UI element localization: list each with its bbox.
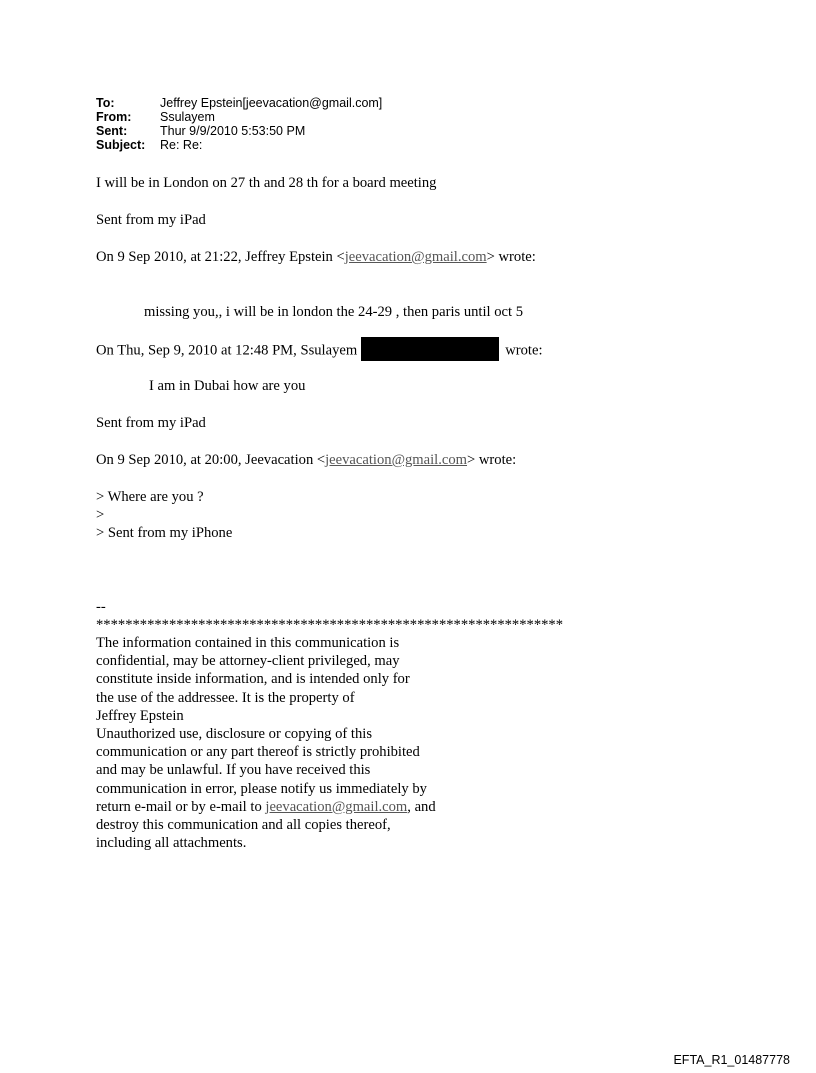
disclaimer-line: constitute inside information, and is intended only for	[96, 671, 410, 688]
quote-header-1	[96, 248, 536, 266]
disclaimer-line: communication in error, please notify us immediately by	[96, 780, 427, 797]
disclaimer-text	[96, 634, 436, 852]
subject-label: Subject:	[96, 138, 146, 152]
email-link-2[interactable]: jeevacation@gmail.com	[325, 452, 468, 468]
quote-header-3	[96, 451, 516, 469]
quoted-line-iphone: > Sent from my iPhone	[96, 525, 233, 541]
from-value: Ssulayem	[160, 110, 215, 124]
redaction-box	[361, 337, 499, 361]
quote-header-3-prefix: On 9 Sep 2010, at 20:00, Jeevacation <	[96, 452, 326, 468]
to-value: Jeffrey Epstein[jeevacation@gmail.com]	[160, 96, 383, 110]
signature-ipad-2: Sent from my iPad	[96, 415, 206, 431]
disclaimer-line: and may be unlawful. If you have received this	[96, 762, 371, 779]
quoted-message-dubai: I am in Dubai how are you	[149, 378, 306, 394]
quote-header-1-prefix: On 9 Sep 2010, at 21:22, Jeffrey Epstein <	[96, 249, 345, 265]
disclaimer-line: Jeffrey Epstein	[96, 707, 184, 724]
quote-header-2-prefix: On Thu, Sep 9, 2010 at 12:48 PM, Ssulayem	[96, 342, 358, 359]
quote-header-2	[96, 339, 543, 363]
disclaimer-return-prefix: return e-mail or by e-mail to	[96, 798, 266, 815]
disclaimer-line: including all attachments.	[96, 835, 247, 852]
signature-dashes: --	[96, 599, 106, 615]
disclaimer-line: confidential, may be attorney-client privileged, may	[96, 653, 400, 670]
sent-row	[96, 124, 382, 138]
sent-value: Thur 9/9/2010 5:53:50 PM	[160, 124, 306, 138]
from-label: From:	[96, 110, 132, 124]
signature-ipad-1: Sent from my iPad	[96, 212, 206, 228]
disclaimer-return-suffix: , and	[407, 798, 436, 815]
disclaimer-line: destroy this communication and all copies thereof,	[96, 817, 391, 834]
disclaimer-line: The information contained in this communication is	[96, 635, 400, 651]
sent-label: Sent:	[96, 124, 128, 138]
subject-row	[96, 138, 382, 152]
subject-value: Re: Re:	[160, 138, 203, 152]
quoted-line-where: > Where are you ?	[96, 489, 204, 505]
to-row	[96, 96, 382, 110]
disclaimer-line: Unauthorized use, disclosure or copying of this	[96, 726, 373, 743]
to-label: To:	[96, 96, 115, 110]
quote-header-3-suffix: > wrote:	[467, 452, 517, 468]
email-link-3[interactable]: jeevacation@gmail.com	[265, 798, 408, 815]
from-row	[96, 110, 382, 124]
email-link-1[interactable]: jeevacation@gmail.com	[344, 249, 487, 265]
quote-header-2-suffix: wrote:	[505, 342, 543, 359]
quoted-line-blank: >	[96, 507, 105, 523]
signature-stars: ****************************************************************	[96, 617, 563, 633]
quoted-message-missing: missing you,, i will be in london the 24-29 , then paris until oct 5	[144, 304, 524, 320]
disclaimer-line-return	[96, 798, 436, 816]
disclaimer-line: the use of the addressee. It is the property of	[96, 689, 355, 706]
document-id: EFTA_R1_01487778	[673, 1053, 790, 1067]
message-line: I will be in London on 27 th and 28 th for a board meeting	[96, 175, 437, 191]
disclaimer-line: communication or any part thereof is strictly prohibited	[96, 744, 420, 761]
quote-header-1-suffix: > wrote:	[486, 249, 536, 265]
email-header	[96, 96, 382, 152]
